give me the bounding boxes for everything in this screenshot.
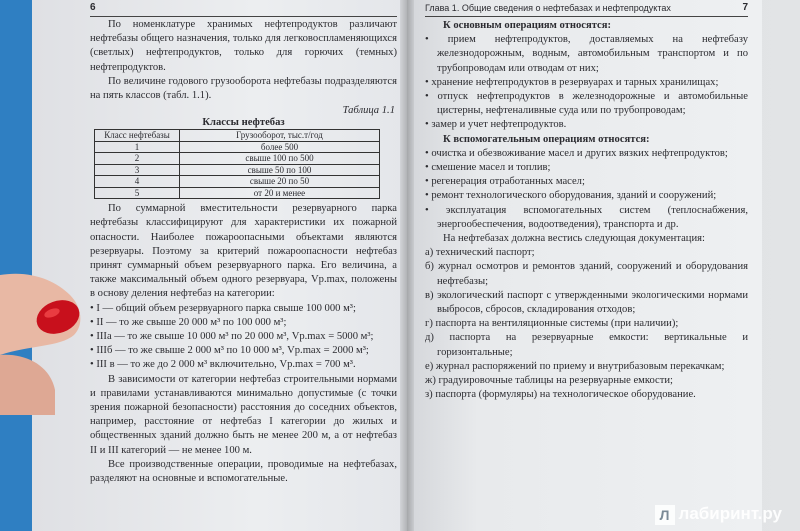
aux-operations-list	[425, 147, 748, 232]
table-cell: свыше 100 по 500	[180, 153, 380, 165]
list-item: а) технический паспорт;	[425, 247, 535, 259]
open-book	[32, 0, 762, 531]
list-item: • IIIа — то же свыше 10 000 м³ по 20 000 м³, Vр.max = 5000 м³;	[90, 331, 374, 343]
documentation-intro: На нефтебазах должна вестись следующая документация:	[443, 233, 705, 245]
list-item: • замер и учет нефтепродуктов.	[425, 119, 567, 131]
main-operations-list	[425, 33, 748, 132]
list-item: • IIIб — то же свыше 2 000 м³ по 10 000 м³, Vр.max = 2000 м³;	[90, 345, 369, 357]
table-row	[95, 176, 380, 188]
list-item: • отпуск нефтепродуктов в железнодорожные и автомобильные цистерны, нефтеналивные суда или по трубопроводам;	[425, 91, 748, 117]
list-item: • эксплуатация вспомогательных систем (теплоснабжения, энергообеспечения, водоотведения), транспорта и др.	[425, 204, 748, 230]
list-item: • регенерация отработанных масел;	[425, 176, 585, 188]
table-cell: 3	[95, 164, 180, 176]
paragraph-capacity: По суммарной вместительности резервуарного парка нефтебазы классифицируют для характеристики их пожарной опасности. Наиболее пожароопасными объектами являются резервуары. Поэтому за критерий пожароопасности нефтебаз принят суммарный объем резервуарного парка. Его величина, а также максимальный объем одного резервуара, Vр.max, положены в основу деления нефтебаз на категории:	[90, 203, 397, 300]
list-item: • II — то же свыше 20 000 м³ по 100 000 м³;	[90, 316, 287, 328]
list-item: • ремонт технологического оборудования, зданий и сооружений;	[425, 190, 717, 202]
table-title: Классы нефтебаз	[202, 117, 285, 129]
watermark	[655, 504, 782, 525]
paragraph-turnover: По величине годового грузооборота нефтебазы подразделяются на пять классов (табл. 1.1).	[90, 75, 397, 102]
list-item: б) журнал осмотров и ремонтов зданий, сооружений и оборудования нефтебазы;	[425, 261, 748, 287]
list-item: г) паспорта на вентиляционные системы (при наличии);	[425, 318, 679, 330]
table-row	[95, 164, 380, 176]
table-cell: свыше 50 по 100	[180, 164, 380, 176]
left-running-head	[90, 2, 397, 17]
table-cell: 5	[95, 187, 180, 199]
list-item: • прием нефтепродуктов, доставляемых на нефтебазу железнодорожным, водным, автомобильным транспортом и по трубопроводам или отводам от них;	[425, 34, 748, 74]
table-cell: более 500	[180, 141, 380, 153]
table-cell: 2	[95, 153, 180, 165]
list-item: в) экологический паспорт с утвержденными экологическими нормами выбросов, сбросов, складирования отходов;	[425, 289, 748, 316]
labirint-logo-icon: Л	[655, 505, 675, 525]
table-header-cell: Класс нефтебазы	[95, 130, 180, 142]
paragraph-operations: Все производственные операции, проводимые на нефтебазах, разделяют на основные и вспомогательные.	[90, 458, 397, 485]
table-row	[95, 153, 380, 165]
list-item: ж) градуировочные таблицы на резервуарные емкости;	[425, 375, 673, 387]
right-running-head	[425, 2, 748, 17]
chapter-title: Глава 1. Общие сведения о нефтебазах и нефтепродуктах	[425, 3, 671, 13]
list-item: е) журнал распоряжений по приему и внутрибазовым перекачкам;	[425, 360, 725, 372]
classes-table	[94, 129, 380, 199]
list-item: • III в — то же до 2 000 м³ включительно, Vр.max = 700 м³.	[90, 359, 356, 371]
documentation-list	[425, 246, 748, 402]
table-row	[95, 141, 380, 153]
list-item: • хранение нефтепродуктов в резервуарах и тарных хранилищах;	[425, 76, 719, 88]
table-cell: 1	[95, 141, 180, 153]
hand-with-finger	[0, 255, 90, 415]
paragraph-distances: В зависимости от категории нефтебаз строительными нормами и правилами устанавливаются минимально допустимые (с точки зрения пожарной безопасности) расстояния до соседних объектов, например, расстояние от нефтебаз I категории до жилых и общественных зданий должно быть не менее 200 м, а от нефтебаз II и III категорий — не менее 100 м.	[90, 373, 397, 456]
right-page	[407, 0, 762, 531]
right-page-number: 7	[742, 2, 748, 13]
list-item: д) паспорта на резервуарные емкости: вертикальные и горизонтальные;	[425, 332, 748, 358]
table-caption: Таблица 1.1	[342, 105, 395, 117]
table-cell: 4	[95, 176, 180, 188]
list-item: • смешение масел и топлив;	[425, 162, 551, 174]
aux-operations-title: К вспомогательным операциям относятся:	[443, 133, 650, 145]
list-item: • очистка и обезвоживание масел и других вязких нефтепродуктов;	[425, 147, 728, 159]
table-row	[95, 187, 380, 199]
watermark-text: лабиринт.ру	[678, 504, 782, 524]
list-item: з) паспорта (формуляры) на технологическое оборудование.	[425, 389, 696, 401]
list-item: • I — общий объем резервуарного парка свыше 100 000 м³;	[90, 302, 356, 314]
book-spine	[400, 0, 414, 531]
category-list	[90, 302, 397, 373]
left-page-number: 6	[90, 2, 96, 13]
table-cell: свыше 20 по 50	[180, 176, 380, 188]
table-header-cell: Грузооборот, тыс.т/год	[180, 130, 380, 142]
paragraph-nomenclature: По номенклатуре хранимых нефтепродуктов различают нефтебазы общего назначения, только для легковоспламеняющихся (светлых) нефтепродуктов, только для горючих (темных) нефтепродуктов.	[90, 19, 397, 73]
table-cell: от 20 и менее	[180, 187, 380, 199]
main-operations-title: К основным операциям относятся:	[443, 20, 612, 31]
